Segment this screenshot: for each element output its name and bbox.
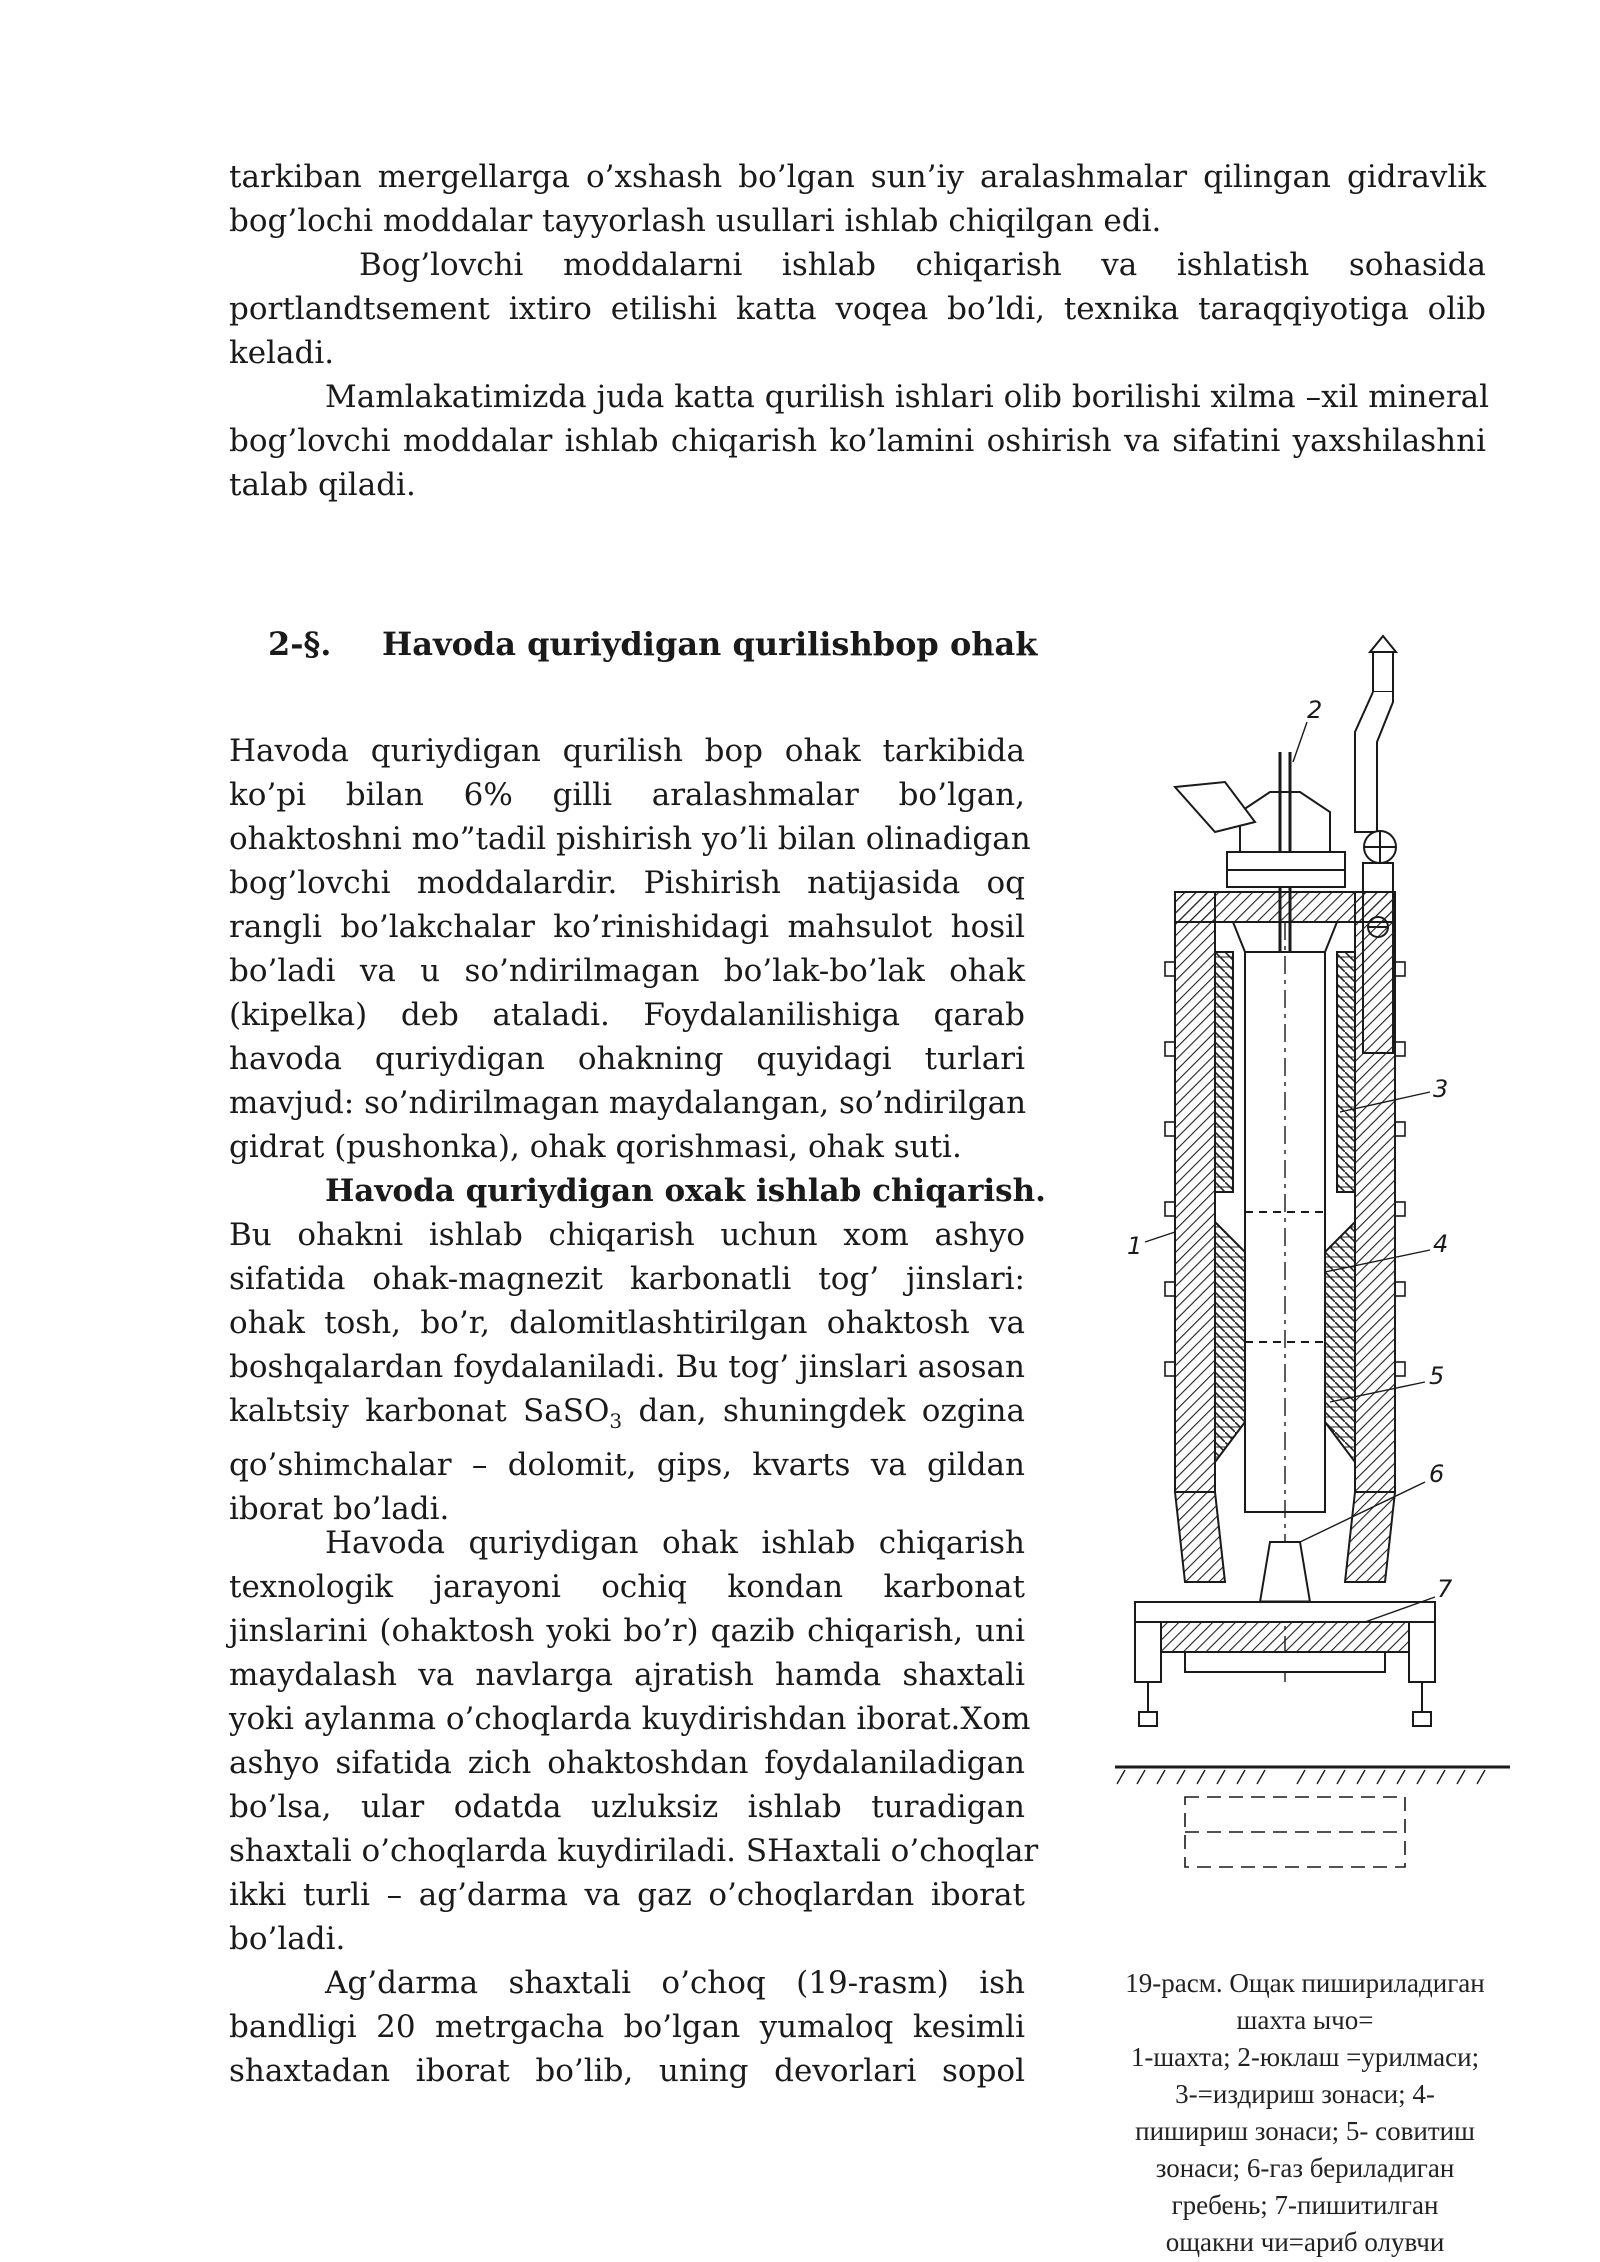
caption-line: зонаси; 6-газ бериладиган [1155, 2153, 1455, 2183]
shaft-kiln-diagram [1115, 622, 1510, 1942]
body-paragraph-2 [229, 1169, 1046, 1531]
text-line: bog’lochi moddalar tayyorlash usullari ishlab chiqilgan edi. [229, 203, 1162, 239]
text-line: iborat bo’ladi. [229, 1491, 450, 1528]
figure-caption [1060, 1965, 1550, 2261]
caption-line: 3-=издириш зонаси; 4- [1175, 2079, 1435, 2109]
text-line-formula [229, 1389, 1025, 1443]
formula-suffix: dan, shuningdek ozgina [622, 1393, 1025, 1429]
text-line: (kipelka) deb ataladi. Foydalanilishiga qarab [229, 997, 1025, 1033]
discharge-table [1135, 1602, 1435, 1622]
caption-line: гребень; 7-пишитилган [1171, 2190, 1439, 2220]
text-line: ko’pi bilan 6% gilli aralashmalar bo’lgan, [229, 777, 1025, 813]
text-line: Havoda quriydigan qurilish bop ohak tarkibida [229, 733, 1025, 769]
flue-duct [1355, 692, 1393, 832]
text-line: maydalash va navlarga ajratish hamda shaxtali [229, 1657, 1025, 1693]
right-lining [1337, 952, 1355, 1192]
caption-line: 19-расм. Ощак пишириладиган [1125, 1968, 1485, 1998]
text-line: ohaktoshni mo”tadil pishirish yo’li bilan olinadigan [229, 821, 1031, 857]
figure-label-7: 7 [1437, 1575, 1453, 1603]
formula-subscript: 3 [609, 1409, 623, 1434]
formula-prefix: kalьtsiy karbonat SaSO [229, 1393, 610, 1429]
caption-line: ощакни чи=ариб олувчи [1165, 2227, 1445, 2257]
left-wall [1175, 892, 1215, 1492]
caption-line: шахта ычо= [1236, 2005, 1374, 2035]
text-line: ikki turli – ag’darma va gaz o’choqlardan iborat [229, 1877, 1025, 1913]
right-wall [1355, 892, 1395, 1492]
caption-line: пишириш зонаси; 5- совитиш [1135, 2116, 1475, 2146]
text-line: rangli bo’lakchalar ko’rinishidagi mahsulot hosil [229, 909, 1025, 945]
text-line: tarkiban mergellarga o’xshash bo’lgan sun’iy aralashmalar qilingan gidravlik [229, 159, 1486, 195]
text-line: ohak tosh, bo’r, dalomitlashtirilgan ohaktosh va [229, 1305, 1025, 1341]
intro-paragraph-1 [229, 155, 1486, 243]
text-line: keladi. [229, 335, 335, 371]
section-title: Havoda quriydigan qurilishbop ohak [382, 625, 1038, 663]
intro-paragraph-3 [229, 375, 1490, 507]
chimney-pipe [1373, 652, 1393, 692]
text-line: texnologik jarayoni ochiq kondan karbonat [229, 1569, 1025, 1605]
text-line: talab qiladi. [229, 467, 416, 503]
body-paragraph-4 [229, 1961, 1025, 2093]
text-line: qo’shimchalar – dolomit, gips, kvarts va gildan [229, 1447, 1025, 1484]
figure-label-4: 4 [1433, 1230, 1449, 1258]
caption-line: 1-шахта; 2-юклаш =урилмаси; [1130, 2042, 1480, 2072]
text-line: bo’ladi va u so’ndirilmagan bo’lak-bo’lak ohak [229, 953, 1025, 989]
text-line: jinslarini (ohaktosh yoki bo’r) qazib chiqarish, uni [229, 1613, 1025, 1649]
gas-comb [1260, 1542, 1310, 1602]
text-line: bog’lovchi moddalar ishlab chiqarish ko’lamini oshirish va sifatini yaxshilashni [229, 423, 1486, 459]
text-line: gidrat (pushonka), ohak qorishmasi, ohak suti. [229, 1129, 962, 1165]
figure-label-5: 5 [1429, 1362, 1445, 1390]
figure-label-3: 3 [1433, 1075, 1449, 1103]
text-line: Havoda quriydigan ohak ishlab chiqarish [325, 1525, 1025, 1561]
text-line: bo’lsa, ular odatda uzluksiz ishlab turadigan [229, 1789, 1025, 1825]
text-line: shaxtali o’choqlarda kuydiriladi. SHaxtali o’choqlar [229, 1833, 1039, 1869]
text-line: Bu ohakni ishlab chiqarish uchun xom ashyo [229, 1217, 1025, 1253]
text-line: portlandtsement ixtiro etilishi katta voqea bo’ldi, texnika taraqqiyotiga olib [229, 291, 1486, 327]
bold-subheading: Havoda quriydigan oxak ishlab chiqarish. [325, 1173, 1046, 1209]
charging-skip [1175, 782, 1255, 832]
figure-label-6: 6 [1429, 1460, 1445, 1488]
shaft-kiln-figure [1115, 622, 1510, 1942]
body-paragraph-3 [229, 1521, 1039, 1961]
text-line: Bog’lovchi moddalarni ishlab chiqarish va ishlatish sohasida [359, 247, 1486, 283]
text-line: bog’lovchi moddalardir. Pishirish natijasida oq [229, 865, 1025, 901]
intro-paragraph-2 [229, 243, 1486, 375]
left-lining [1215, 952, 1233, 1192]
chimney-cap [1370, 636, 1396, 652]
figure-label-1: 1 [1127, 1232, 1143, 1260]
text-line: bandligi 20 metrgacha bo’lgan yumaloq kesimli [229, 2009, 1025, 2045]
text-line: havoda quriydigan ohakning quyidagi turlari [229, 1041, 1025, 1077]
text-line: Ag’darma shaxtali o’choq (19-rasm) ish [325, 1965, 1025, 2001]
text-line: sifatida ohak-magnezit karbonatli tog’ jinslari: [229, 1261, 1025, 1297]
text-line: bo’ladi. [229, 1921, 346, 1957]
text-line: shaxtadan iborat bo’lib, uning devorlari sopol [229, 2053, 1025, 2089]
section-heading [268, 622, 1037, 666]
text-line: Mamlakatimizda juda katta qurilish ishlari olib borilishi xilma –xil mineral [325, 379, 1490, 415]
text-line: ashyo sifatida zich ohaktoshdan foydalaniladigan [229, 1745, 1025, 1781]
text-line: boshqalardan foydalaniladi. Bu tog’ jinslari asosan [229, 1349, 1025, 1385]
figure-label-2: 2 [1307, 696, 1323, 724]
section-number: 2-§. [268, 625, 332, 663]
body-paragraph-1 [229, 729, 1031, 1169]
text-line: yoki aylanma o’choqlarda kuydirishdan iborat.Xom [229, 1701, 1031, 1737]
text-line: mavjud: so’ndirilmagan maydalangan, so’ndirilgan [229, 1085, 1027, 1121]
